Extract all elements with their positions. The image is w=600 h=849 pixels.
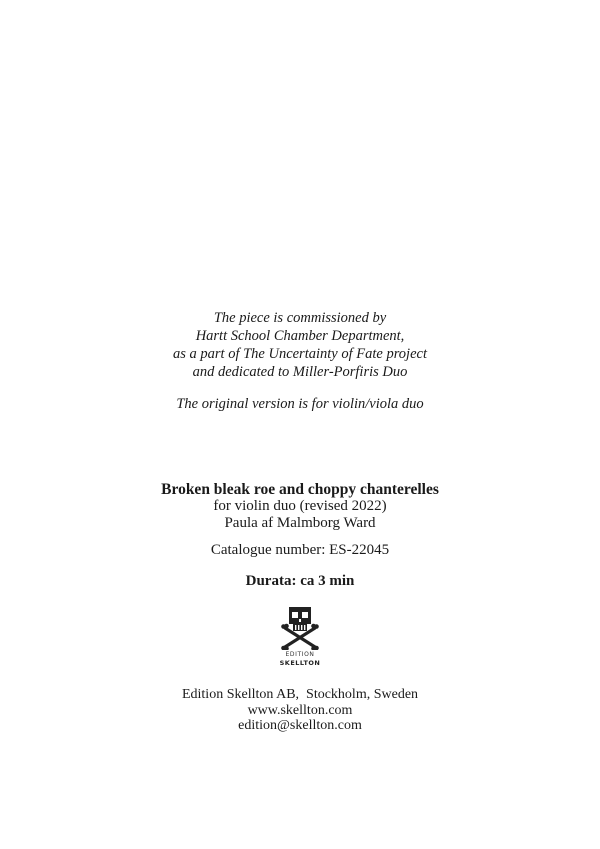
dedication-line: as a part of The Uncertainty of Fate project <box>173 346 427 362</box>
publisher-email: edition@skellton.com <box>238 718 362 733</box>
dedication-line: The piece is commissioned by <box>213 310 387 326</box>
work-instrumentation: for violin duo (revised 2022) <box>213 498 387 514</box>
work-composer: Paula af Malmborg Ward <box>224 515 376 531</box>
work-info <box>0 481 600 532</box>
publisher-website: www.skellton.com <box>247 702 353 718</box>
dedication-line: Hartt School Chamber Department, <box>195 328 405 344</box>
logo-text-edition: EDITION <box>285 651 315 658</box>
catalogue-number: Catalogue number: ES-22045 <box>210 542 390 558</box>
publisher-name: Edition Skellton AB, Stockholm, Sweden <box>181 687 419 702</box>
durata: Durata: ca 3 min <box>245 573 355 589</box>
dedication-line: and dedicated to Miller-Porfiris Duo <box>192 364 408 380</box>
logo-text-skellton: SKELLTON <box>279 659 321 667</box>
publisher-info <box>0 687 600 734</box>
publisher-logo <box>276 604 324 674</box>
work-title: Broken bleak roe and choppy chanterelles <box>161 481 439 498</box>
dedication-text <box>0 309 600 381</box>
original-version-note: The original version is for violin/viola duo <box>176 396 424 412</box>
skull-crossbones-icon <box>276 604 324 650</box>
